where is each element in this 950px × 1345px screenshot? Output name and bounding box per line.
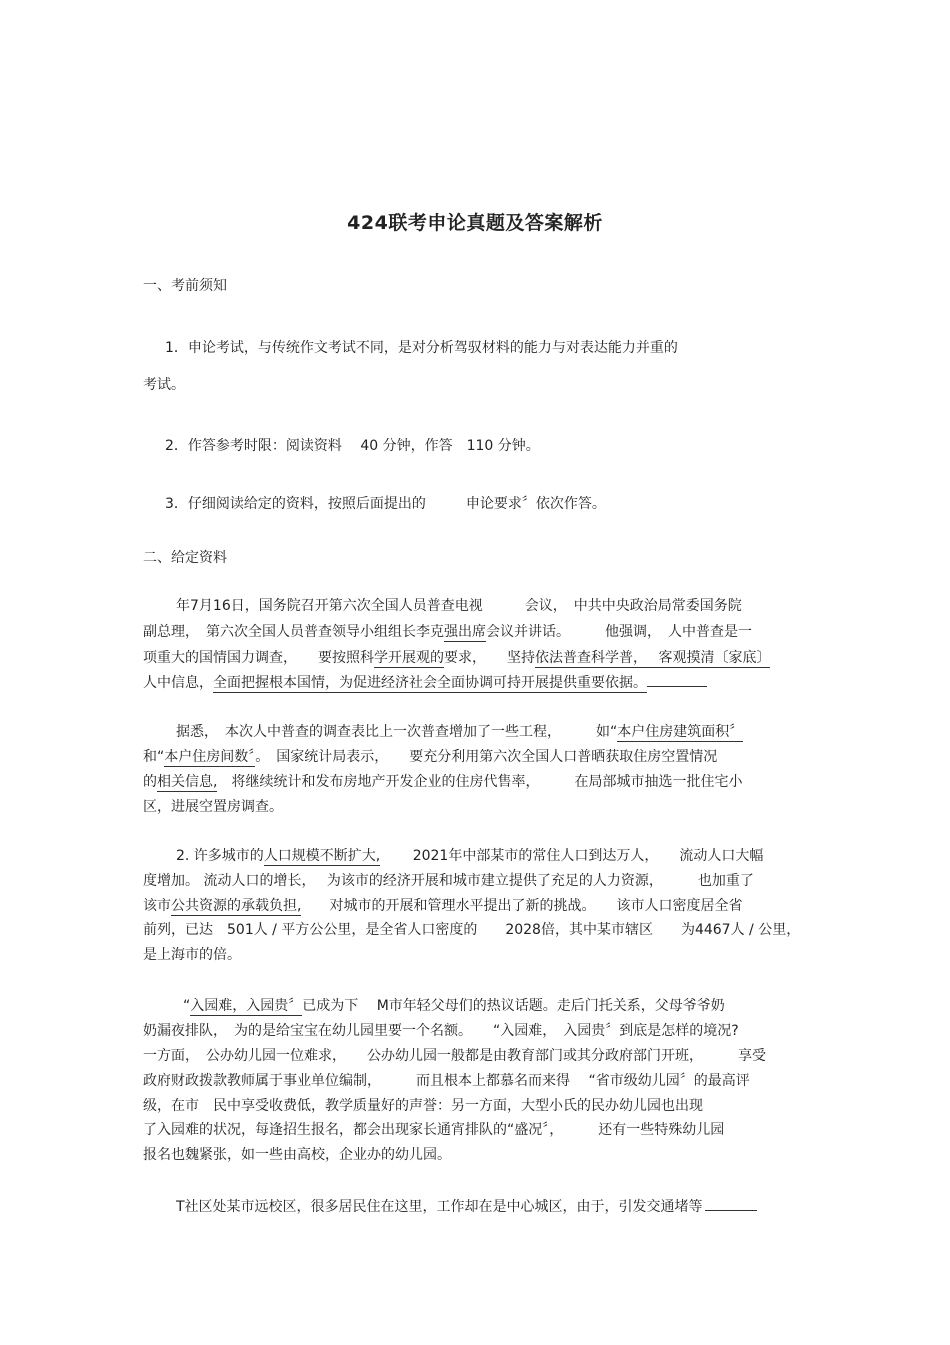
p4-line-1 (183, 996, 725, 1016)
p4-underline-1: 入园难，入园贵〞 (190, 998, 303, 1014)
p2-line-2-a: 和“ (143, 749, 165, 765)
p4-line-4: 政府财政拨款教师属于事业单位编制， 而且根本上都慕名而来得 “省市级幼儿园〞的最高评 (143, 1073, 750, 1089)
p3-line-3 (143, 896, 742, 916)
note-3-part-a: 3．仔细阅读给定的资料，按照后面提出的 (165, 496, 426, 512)
document-title: 424联考申论真题及答案解析 (347, 212, 603, 234)
p1-underline-2: 学开展观的 (374, 650, 444, 666)
p4-line-2: 奶漏夜排队， 为的是给宝宝在幼儿园里要一个名额。 “入园难， 入园贵〞到底是怎样的境况? (143, 1023, 739, 1039)
p2-line-1 (176, 722, 743, 742)
p2-underline-3: 相关信息, (157, 774, 218, 790)
p5-blank-line (705, 1196, 757, 1211)
p3-line-4: 前列，已达 501人 / 平方公公里，是全省人口密度的 2028倍，其中某市辖区 为4467人 / 公里， (143, 922, 801, 938)
p4-line-7: 报名也魏紧张，如一些由高校，企业办的幼儿园。 (143, 1147, 451, 1163)
p4-line-6: 了入园难的状况，每逢招生报名，都会出现家长通宵排队的“盛况〞， 还有一些特殊幼儿园 (143, 1122, 725, 1138)
p1-line-4-a: 人中信息， (143, 675, 213, 691)
p5-line-1-text: T社区处某市远校区，很多居民住在这里，工作却在是中心城区，由于，引发交通堵等 (176, 1199, 703, 1215)
p1-underline-4: 全面把握根本国情，为促进经济社会全面协调可持开展提供重要依据。 (213, 675, 647, 691)
p4-line-1-c: 已成为下 M市年轻父母们的热议话题。走后门托关系，父母爷爷奶 (302, 998, 725, 1014)
p3-underline-2: 公共资源的承载负担, (171, 898, 302, 914)
p1-underline-1: 强出席 (444, 624, 486, 640)
p2-underline-2: 本户住房间数〞 (164, 749, 256, 765)
p2-line-3 (143, 772, 742, 792)
note-1-line-1: 1．申论考试，与传统作文考试不同，是对分析驾驭材料的能力与对表达能力并重的 (165, 340, 678, 356)
p1-line-2 (143, 622, 752, 642)
p2-line-4: 区，进展空置房调查。 (143, 799, 283, 815)
p2-line-3-a: 的 (143, 774, 157, 790)
p1-underline-3: 依法普查科学普， 客观摸清〔家底〕 (535, 650, 771, 666)
p1-line-3-a: 项重大的国情国力调查， 要按照科 (143, 650, 374, 666)
note-3-part-b: 申论要求〞依次作答。 (465, 496, 606, 512)
p4-line-5: 级，在市 民中享受收费低，教学质量好的声誉：另一方面，大型小氏的民办幼儿园也出现 (143, 1098, 703, 1114)
p1-blank-line (647, 672, 707, 687)
p1-line-2-a: 副总理， 第六次全国人员普查领导小组组长李克 (143, 624, 444, 640)
p5-line-1 (176, 1196, 757, 1217)
section-heading-notes: 一、考前须知 (143, 278, 227, 294)
p3-line-1-a: 2. 许多城市的 (176, 848, 264, 864)
p4-line-3: 一方面， 公办幼儿园一位难求， 公办幼儿园一般都是由教育部门或其分政府部门开班， 享受 (143, 1048, 766, 1064)
p3-line-1-c: 2021年中部某市的常住人口到达万人， 流动人口大幅 (380, 848, 764, 864)
p1-line-4 (143, 672, 707, 693)
p2-line-3-c: 将继续统计和发布房地产开发企业的住房代售率， 在局部城市抽选一批住宅小 (217, 774, 743, 790)
note-1-line-2: 考试。 (143, 377, 185, 393)
p3-line-3-a: 该市 (143, 898, 171, 914)
p3-line-1 (176, 846, 763, 866)
p1-line-3 (143, 648, 770, 668)
p3-line-5: 是上海市的倍。 (143, 947, 241, 963)
note-2: 2．作答参考时限：阅读资料 40 分钟，作答 110 分钟。 (165, 438, 540, 454)
p3-line-2: 度增加。 流动人口的增长， 为该市的经济开展和城市建立提供了充足的人力资源， 也加重了 (143, 873, 754, 889)
p2-line-2 (143, 747, 717, 767)
p3-underline-1: 人口规模不断扩大, (263, 848, 381, 864)
p4-line-1-a: “ (183, 998, 191, 1014)
section-heading-materials: 二、给定资料 (143, 550, 227, 566)
p1-line-2-c: 会议并讲话。 他强调， 人中普查是一 (486, 624, 752, 640)
p3-line-3-c: 对城市的开展和管理水平提出了新的挑战。 该市人口密度居全省 (301, 898, 743, 914)
note-3 (165, 494, 606, 514)
p2-underline-1: 本户住房建筑面积〞 (617, 724, 744, 740)
p1-line-3-c: 要求， 坚持 (444, 650, 535, 666)
p1-line-1: 年7月16日，国务院召开第六次全国人员普查电视 会议， 中共中央政治局常委国务院 (176, 598, 742, 614)
p2-line-1-a: 据悉， 本次人中普查的调查表比上一次普查增加了一些工程， 如“ (176, 724, 618, 740)
p2-line-2-c: 。 国家统计局表示， 要充分利用第六次全国人口普晒获取住房空置情况 (255, 749, 718, 765)
